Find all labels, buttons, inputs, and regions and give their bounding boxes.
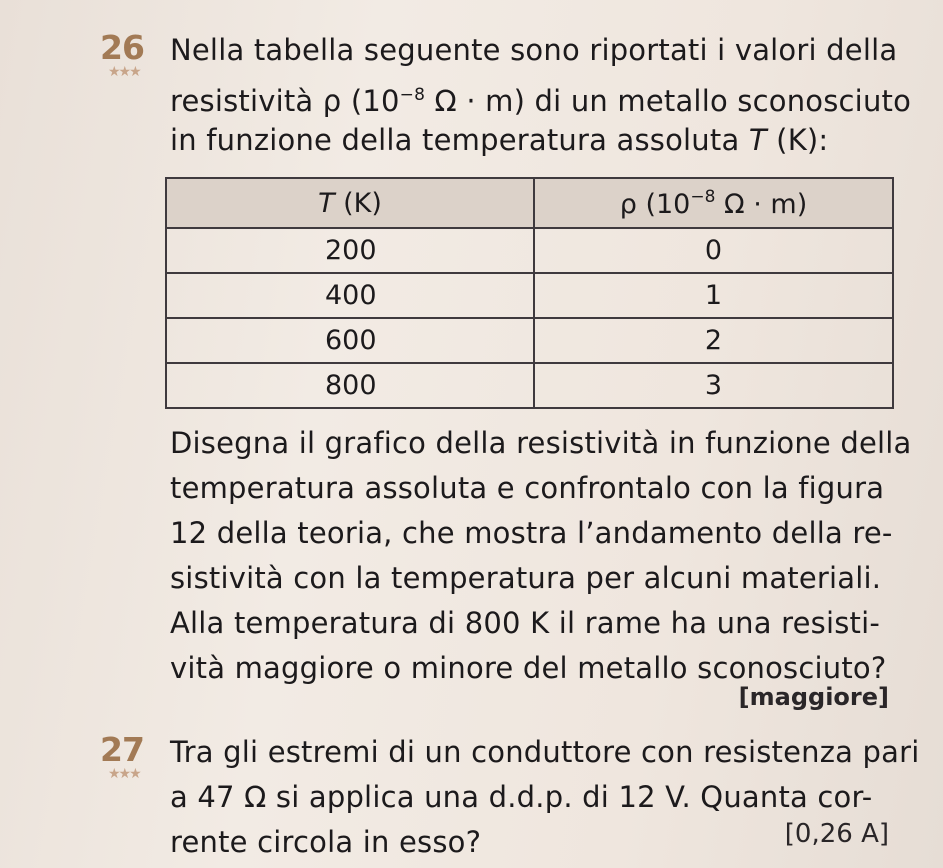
intro-line-1: Nella tabella seguente sono riportati i valori della: [170, 33, 898, 67]
table-row: [166, 363, 893, 408]
table-row: [166, 228, 893, 273]
cell-temperature: 800: [166, 363, 534, 408]
ex27-line-2: a 47 Ω si applica una d.d.p. di 12 V. Quanta cor-: [170, 780, 873, 814]
question-line-6: vità maggiore o minore del metallo sconosciuto?: [170, 651, 887, 685]
header-temperature: T (K): [166, 178, 534, 228]
ex27-line-3: rente circola in esso?: [170, 825, 482, 859]
answer-27: [0,26 A]: [784, 819, 889, 849]
cell-resistivity: 3: [534, 363, 893, 408]
exercise-number: 27: [100, 730, 144, 769]
cell-temperature: 600: [166, 318, 534, 363]
table-header-row: [166, 178, 893, 228]
table-row: [166, 318, 893, 363]
question-line-4: sistività con la temperatura per alcuni materiali.: [170, 561, 882, 595]
question-line-5: Alla temperatura di 800 K il rame ha una resisti-: [170, 606, 881, 640]
cell-resistivity: 1: [534, 273, 893, 318]
question-line-2: temperatura assoluta e confrontalo con la figura: [170, 471, 885, 505]
difficulty-stars: ★★★: [108, 64, 140, 80]
ex27-line-1: Tra gli estremi di un conduttore con resistenza pari: [170, 735, 920, 769]
intro-line-3: in funzione della temperatura assoluta T (K):: [170, 123, 829, 157]
answer-26: [maggiore]: [738, 683, 889, 711]
cell-resistivity: 2: [534, 318, 893, 363]
header-resistivity: ρ ($10^{-8}$ Ω · m): [534, 178, 893, 228]
question-line-3: 12 della teoria, che mostra l’andamento della re-: [170, 516, 893, 550]
difficulty-stars: ★★★: [108, 766, 140, 782]
resistivity-table: [165, 177, 894, 409]
question-line-1: Disegna il grafico della resistività in funzione della: [170, 426, 912, 460]
intro-line-2: resistività ρ ($10^{-8}$ Ω · m) di un metallo sconosciuto: [170, 84, 912, 118]
table-row: [166, 273, 893, 318]
cell-resistivity: 0: [534, 228, 893, 273]
cell-temperature: 200: [166, 228, 534, 273]
cell-temperature: 400: [166, 273, 534, 318]
exercise-number: 26: [100, 28, 144, 67]
